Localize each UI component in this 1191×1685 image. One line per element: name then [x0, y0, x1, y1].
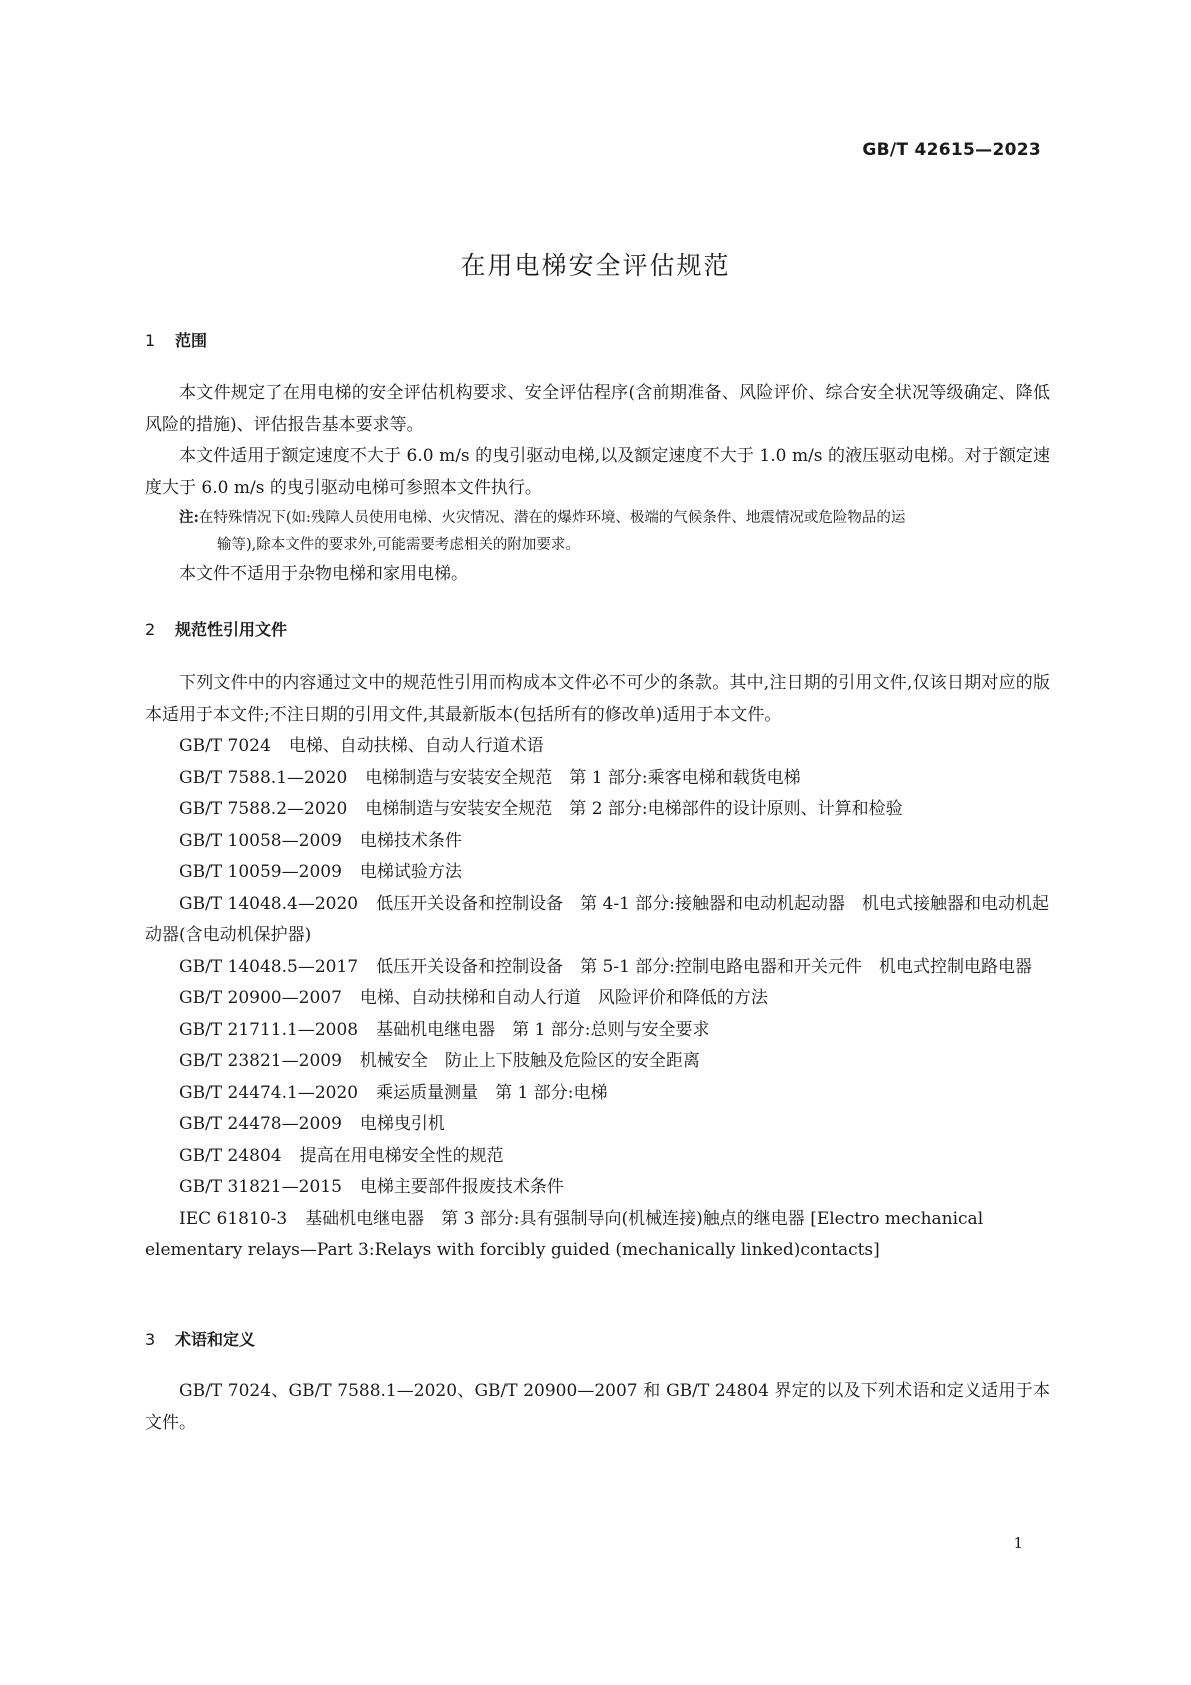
reference-item — [145, 763, 1050, 795]
reference-code: GB/T 31821—2015 — [179, 1177, 342, 1197]
note-label: 注: — [179, 509, 199, 526]
reference-title: 提高在用电梯安全性的规范 — [299, 1145, 504, 1166]
reference-code: GB/T 7024 — [179, 736, 271, 756]
section-3-number: 3 — [145, 1330, 156, 1349]
reference-item — [145, 1046, 1050, 1078]
note-text-line-2: 输等),除本文件的要求外,可能需要考虑相关的附加要求。 — [217, 537, 580, 553]
reference-code: IEC 61810-3 — [179, 1208, 288, 1229]
reference-title: 电梯主要部件报废技术条件 — [359, 1177, 564, 1197]
reference-title: 基础机电继电器 第 1 部分:总则与安全要求 — [376, 1019, 710, 1040]
reference-item — [145, 983, 1050, 1015]
section-1-body — [145, 378, 1050, 591]
reference-code: GB/T 7588.1—2020 — [179, 767, 348, 788]
reference-code: GB/T 14048.5—2017 — [179, 956, 359, 977]
section-2-number: 2 — [145, 620, 156, 639]
standard-number: GB/T 42615—2023 — [862, 140, 1041, 160]
reference-code: GB/T 10058—2009 — [179, 830, 342, 851]
reference-item — [145, 1172, 1050, 1204]
reference-title: 电梯、自动扶梯和自动人行道 风险评价和降低的方法 — [359, 988, 768, 1008]
reference-code: GB/T 7588.2—2020 — [179, 799, 348, 819]
note-text-line-1: 在特殊情况下(如:残障人员使用电梯、火灾情况、潜在的爆炸环境、极端的气候条件、地震情况或危险物品的运 — [198, 510, 906, 526]
reference-code: GB/T 14048.4—2020 — [179, 893, 359, 914]
reference-item — [145, 826, 1050, 858]
reference-title: 低压开关设备和控制设备 第 4-1 部分:接触器和电动机起动器 机电式接触器和电动机起动器(含电动机保护器) — [145, 893, 1050, 945]
section-1-heading — [145, 328, 207, 351]
section-1-paragraph-3: 本文件不适用于杂物电梯和家用电梯。 — [179, 564, 468, 584]
section-2-heading — [145, 617, 287, 640]
reference-title: 电梯技术条件 — [359, 830, 462, 851]
reference-code: GB/T 20900—2007 — [179, 988, 342, 1008]
reference-item — [145, 857, 1050, 889]
reference-code: GB/T 10059—2009 — [179, 862, 342, 882]
reference-title: 基础机电继电器 第 3 部分:具有强制导向(机械连接)触点的继电器 [Electro mechanical elementary relays—Part 3:Relays with forcibly guided (mechanically linked)contacts] — [145, 1208, 984, 1260]
reference-title: 机械安全 防止上下肢触及危险区的安全距离 — [359, 1051, 700, 1071]
reference-title: 乘运质量测量 第 1 部分:电梯 — [376, 1082, 608, 1103]
section-3-heading — [145, 1327, 255, 1350]
section-3-body — [145, 1376, 1050, 1439]
reference-item — [145, 1078, 1050, 1110]
reference-list — [145, 731, 1050, 1267]
section-2-intro: 下列文件中的内容通过文中的规范性引用而构成本文件必不可少的条款。其中,注日期的引用文件,仅该日期对应的版本适用于本文件;不注日期的引用文件,其最新版本(包括所有的修改单)适用于本文件。 — [145, 673, 1050, 725]
section-1-number: 1 — [145, 331, 156, 350]
reference-title: 电梯曳引机 — [359, 1114, 445, 1134]
section-1-paragraph-1: 本文件规定了在用电梯的安全评估机构要求、安全评估程序(含前期准备、风险评价、综合安全状况等级确定、降低风险的措施)、评估报告基本要求等。 — [145, 383, 1050, 435]
reference-item — [145, 1109, 1050, 1141]
reference-title: 低压开关设备和控制设备 第 5-1 部分:控制电路电器和开关元件 机电式控制电路电器 — [376, 956, 1033, 977]
section-2-body — [145, 668, 1050, 1267]
reference-item — [145, 731, 1050, 763]
section-3-title: 术语和定义 — [175, 1330, 256, 1349]
page-number: 1 — [1013, 1534, 1023, 1552]
section-3-paragraph-1: GB/T 7024、GB/T 7588.1—2020、GB/T 20900—2007 和 GB/T 24804 界定的以及下列术语和定义适用于本文件。 — [145, 1381, 1050, 1433]
section-2-title: 规范性引用文件 — [175, 620, 288, 639]
reference-code: GB/T 24474.1—2020 — [179, 1082, 359, 1103]
reference-code: GB/T 23821—2009 — [179, 1051, 342, 1071]
reference-title: 电梯制造与安装安全规范 第 2 部分:电梯部件的设计原则、计算和检验 — [365, 799, 903, 819]
reference-code: GB/T 21711.1—2008 — [179, 1019, 359, 1040]
reference-title: 电梯试验方法 — [359, 862, 462, 882]
reference-item — [145, 889, 1050, 952]
reference-code: GB/T 24478—2009 — [179, 1114, 342, 1134]
document-title: 在用电梯安全评估规范 — [460, 251, 731, 280]
reference-item — [145, 1015, 1050, 1047]
section-1-title: 范围 — [175, 331, 208, 350]
reference-title: 电梯制造与安装安全规范 第 1 部分:乘客电梯和载货电梯 — [365, 767, 801, 788]
section-1-note — [179, 504, 1050, 532]
reference-item — [145, 1141, 1050, 1173]
reference-item — [145, 952, 1050, 984]
reference-item — [145, 1204, 1050, 1267]
reference-title: 电梯、自动扶梯、自动人行道术语 — [288, 736, 544, 756]
section-1-paragraph-2: 本文件适用于额定速度不大于 6.0 m/s 的曳引驱动电梯,以及额定速度不大于 1.0 m/s 的液压驱动电梯。对于额定速度大于 6.0 m/s 的曳引驱动电梯可参照本文件执行。 — [145, 446, 1050, 498]
reference-item — [145, 794, 1050, 826]
reference-code: GB/T 24804 — [179, 1145, 282, 1166]
